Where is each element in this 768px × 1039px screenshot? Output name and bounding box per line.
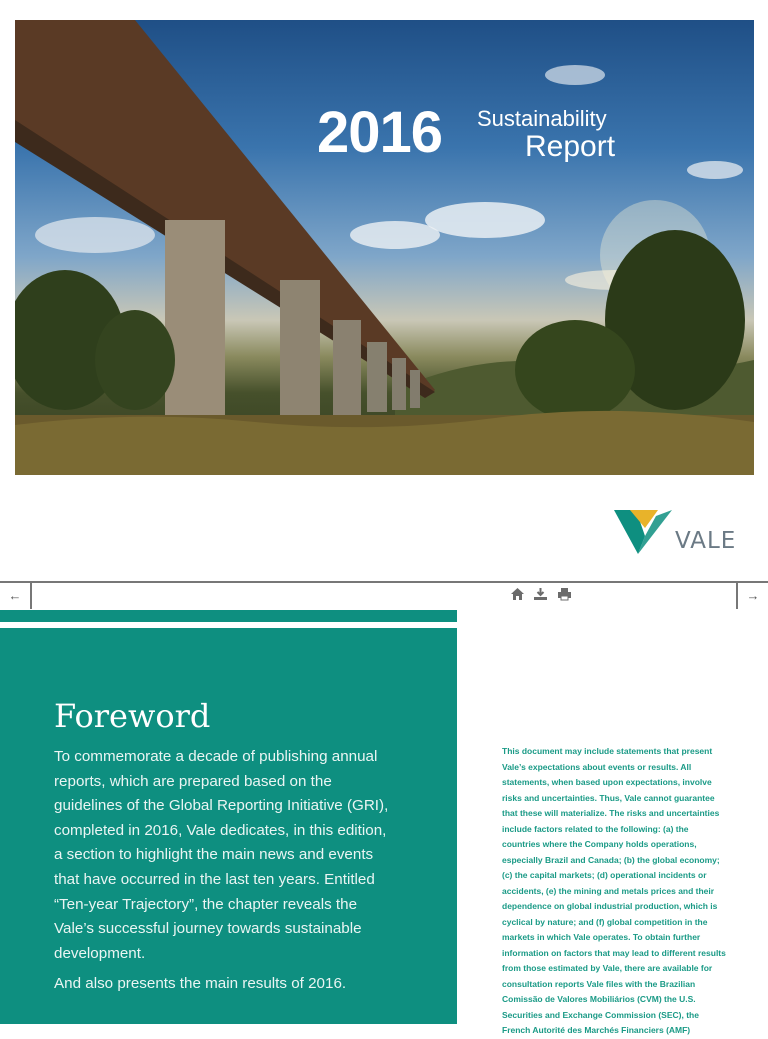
nav-divider: [0, 581, 768, 583]
teal-accent-strip: [0, 610, 457, 622]
cover-year: 2016: [317, 100, 443, 165]
foreword-paragraph-1: To commemorate a decade of publishing annual reports, which are prepared based on the guidelines of the Global Reporting Initiative (GRI), completed in 2016, Vale dedicates, in this edition, a section to highlight the main news and events that have occurred in the last ten years. Entitled “Ten-year Trajectory”, the chapter reveals the Vale’s successful journey towards sustainable development.: [54, 748, 389, 962]
previous-page-button[interactable]: [0, 583, 32, 609]
vale-logo-mark-icon: [612, 506, 674, 556]
cover-subtitle: Sustainability: [477, 106, 607, 131]
foreword-title: Foreword: [54, 697, 211, 736]
foreword-body: [54, 745, 394, 1003]
foreword-panel: [0, 628, 457, 1024]
home-icon[interactable]: [510, 587, 525, 601]
download-icon[interactable]: [533, 587, 548, 601]
railway-bridge-illustration: [15, 20, 754, 475]
vale-logo: [612, 506, 742, 558]
foreword-paragraph-2: And also presents the main results of 2016.: [54, 975, 347, 993]
vale-logo-text: VALE: [675, 528, 737, 554]
nav-toolbar: [510, 587, 576, 603]
print-icon[interactable]: [557, 587, 572, 601]
arrow-right-icon: →: [746, 588, 760, 603]
next-page-button[interactable]: [736, 583, 768, 609]
cover-report-label: Report: [525, 130, 616, 163]
forward-looking-disclaimer: This document may include statements that present Vale’s expectations about events or results. All statements, when based upon expectations, involve risks and uncertainties. Thus, Vale cannot guarantee that these will materialize. The risks and uncertainties include factors related to the following: (a) the countries where the Company holds operations, especially Brazil and Canada; (b) the global economy; (c) the capital markets; (d) operational incidents or accidents, (e) the mining and metals prices and their dependence on global industrial production, which is cyclical by nature; and (f) global competition in the markets in which Vale operates. To obtain further information on factors that may lead to different results from those estimated by Vale, there are available for consultation reports Vale files with the Brazilian Comissão de Valores Mobiliários (CVM) the U.S. Securities and Exchange Commission (SEC), the French Autorité des Marchés Financiers (AMF): [502, 746, 726, 1035]
arrow-left-icon: ←: [8, 588, 22, 603]
cover-photo: [15, 20, 754, 475]
page-navigation-bar: [0, 581, 768, 609]
